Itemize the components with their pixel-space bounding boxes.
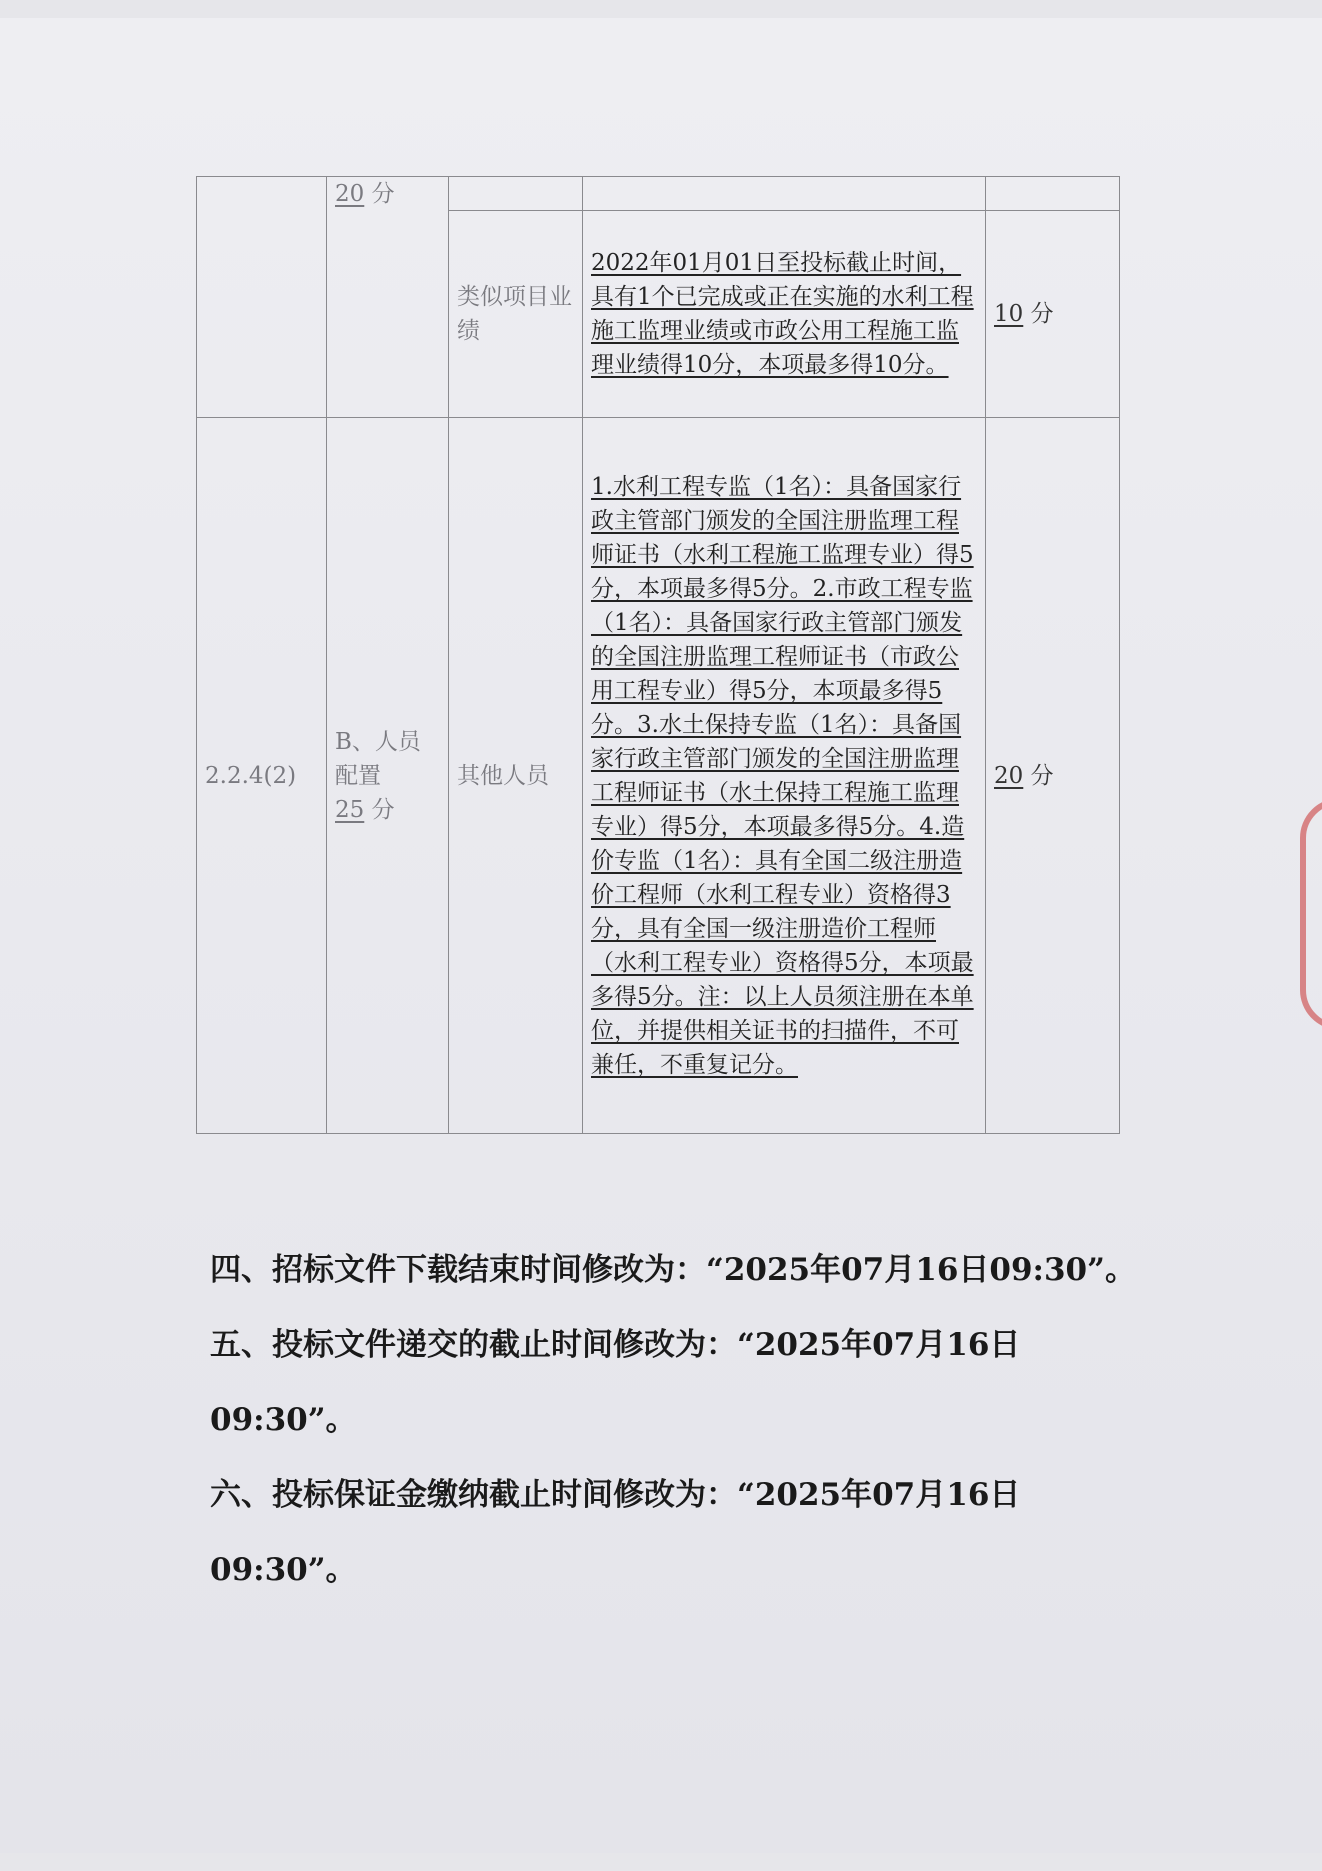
category-points-value: 25 [335, 796, 365, 823]
paragraph-submission-deadline: 五、投标文件递交的截止时间修改为：“2025年07月16日09:30”。 [210, 1327, 1021, 1438]
paragraph-deposit-deadline: 六、投标保证金缴纳截止时间修改为：“2025年07月16日09:30”。 [210, 1477, 1021, 1588]
paragraph-download-deadline: 四、招标文件下载结束时间修改为：“2025年07月16日09:30”。 [210, 1252, 1136, 1288]
points-unit: 分 [1030, 762, 1054, 789]
points-value: 20 [994, 762, 1024, 789]
item-cell-other-staff: 其他人员 [449, 418, 583, 1134]
group-points-unit: 分 [371, 181, 395, 207]
clause-cell-empty [197, 177, 327, 418]
points-cell-similar-projects [986, 211, 1120, 418]
document-page [0, 18, 1322, 1853]
group-points-value: 20 [335, 181, 365, 207]
table-row-other-staff [197, 418, 1120, 1134]
points-cell-other-staff [986, 418, 1120, 1134]
item-cell-similar-projects: 类似项目业绩 [449, 211, 583, 418]
category-points-unit: 分 [371, 796, 395, 823]
table-row-top-remnant [197, 177, 1120, 211]
category-label: B、人员配置 [335, 728, 421, 789]
amendment-paragraphs [210, 1233, 1140, 1608]
category-cell [327, 418, 449, 1134]
points-unit: 分 [1030, 301, 1054, 327]
group-points-cell [327, 177, 449, 418]
clause-cell: 2.2.4(2) [197, 418, 327, 1134]
scoring-table [196, 176, 1120, 1134]
detail-cell-other-staff: 1.水利工程专监（1名）：具备国家行政主管部门颁发的全国注册监理工程师证书（水利工程施工监理专业）得5分，本项最多得5分。2.市政工程专监（1名）：具备国家行政主管部门颁发的全国注册监理工程师证书（市政公用工程专业）得5分，本项最多得5分。3.水土保持专监（1名）：具备国家行政主管部门颁发的全国注册监理工程师证书（水土保持工程施工监理专业）得5分，本项最多得5分。4.造价专监（1名）：具有全国二级注册造价工程师（水利工程专业）资格得3分，具有全国一级注册造价工程师（水利工程专业）资格得5分，本项最多得5分。注：以上人员须注册在本单位，并提供相关证书的扫描件，不可兼任，不重复记分。 [583, 418, 986, 1134]
detail-cell-remnant [583, 177, 986, 211]
points-value: 10 [994, 301, 1024, 327]
points-cell-remnant [986, 177, 1120, 211]
item-cell-remnant [449, 177, 583, 211]
red-seal-stamp [1300, 798, 1322, 1030]
detail-cell-similar-projects: 2022年01月01日至投标截止时间，具有1个已完成或正在实施的水利工程施工监理业绩或市政公用工程施工监理业绩得10分，本项最多得10分。 [583, 211, 986, 418]
